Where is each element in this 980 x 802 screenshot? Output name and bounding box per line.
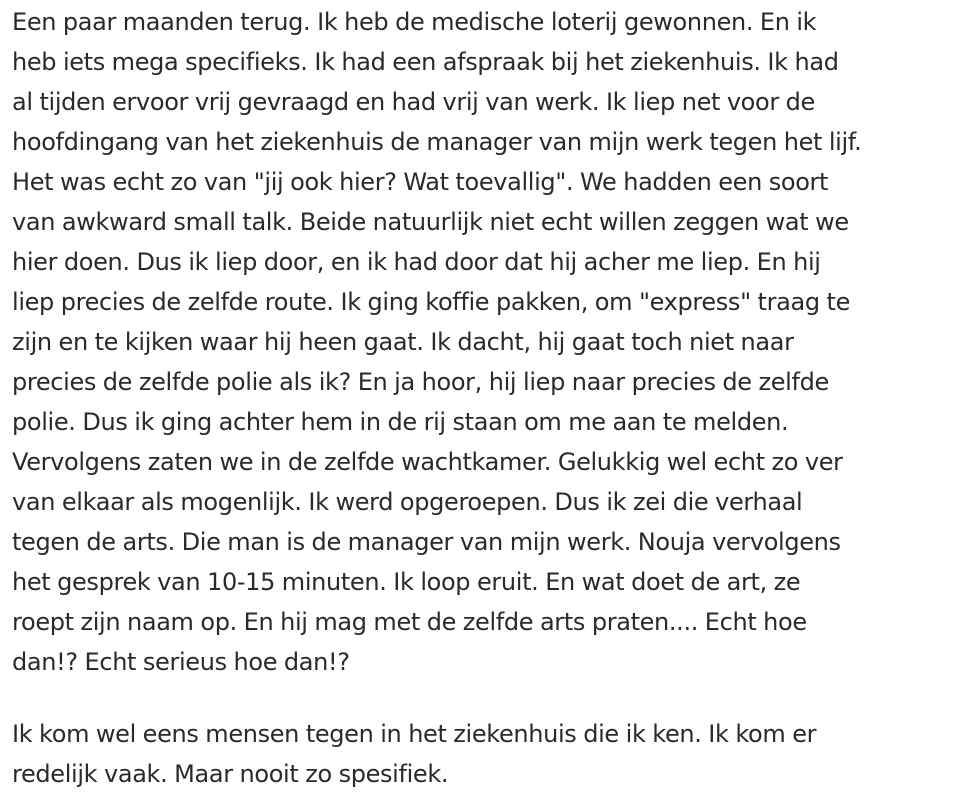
post-body — [12, 2, 972, 794]
post-paragraph-1: Een paar maanden terug. Ik heb de medische loterij gewonnen. En ik heb iets mega specifieks. Ik had een afspraak bij het ziekenhuis. Ik had al tijden ervoor vrij gevraagd en had vrij van werk. Ik liep net voor de hoofdingang van het ziekenhuis de manager van mijn werk tegen het lijf. Het was echt zo van "jij ook hier? Wat toevallig". We hadden een soort van awkward small talk. Beide natuurlijk niet echt willen zeggen wat we hier doen. Dus ik liep door, en ik had door dat hij acher me liep. En hij liep precies de zelfde route. Ik ging koffie pakken, om "express" traag te zijn en te kijken waar hij heen gaat. Ik dacht, hij gaat toch niet naar precies de zelfde polie als ik? En ja hoor, hij liep naar precies de zelfde polie. Dus ik ging achter hem in de rij staan om me aan te melden. Vervolgens zaten we in de zelfde wachtkamer. Gelukkig wel echt zo ver van elkaar als mogenlijk. Ik werd opgeroepen. Dus ik zei die verhaal tegen de arts. Die man is de manager van mijn werk. Nouja vervolgens het gesprek van 10-15 minuten. Ik loop eruit. En wat doet de art, ze roept zijn naam op. En hij mag met de zelfde arts praten.... Echt hoe dan!? Echt serieus hoe dan!? — [12, 8, 862, 676]
post-paragraph-2: Ik kom wel eens mensen tegen in het ziekenhuis die ik ken. Ik kom er redelijk vaak. Maar nooit zo spesifiek. — [12, 720, 817, 788]
